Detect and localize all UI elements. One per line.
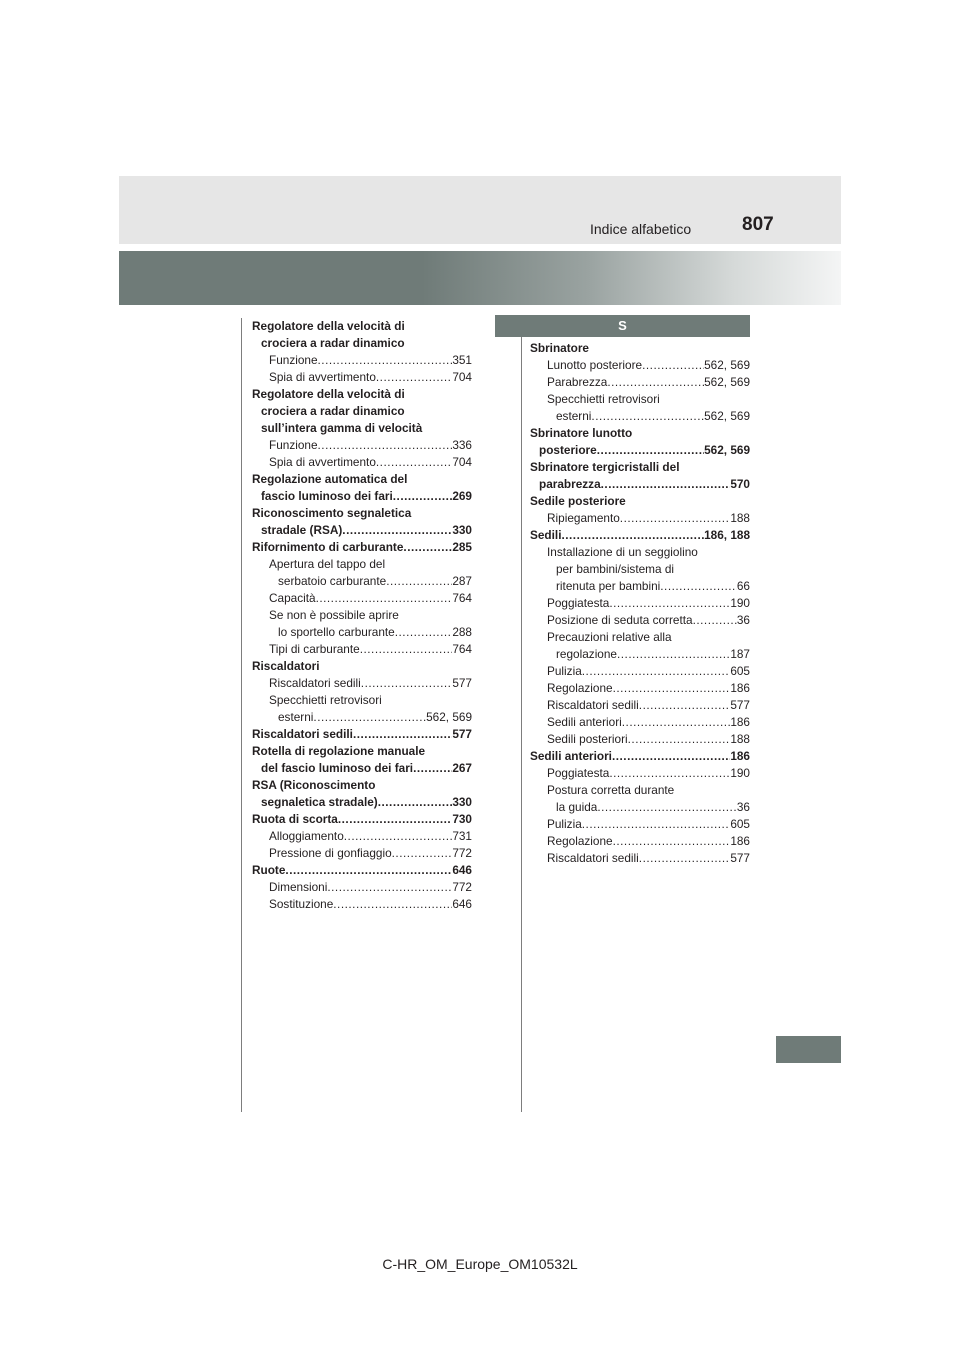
index-entry-page: 772 bbox=[452, 880, 472, 894]
dot-leader bbox=[597, 799, 737, 816]
dot-leader bbox=[639, 697, 731, 714]
index-entry-label: segnaletica stradale) bbox=[261, 795, 378, 809]
decorative-gradient-band bbox=[119, 251, 841, 305]
index-entry bbox=[252, 794, 472, 811]
index-entry-label: esterni bbox=[556, 409, 592, 423]
index-entry: Rotella di regolazione manuale bbox=[252, 744, 426, 758]
index-entry-page: 562, 569 bbox=[704, 443, 750, 457]
dot-leader bbox=[591, 408, 704, 425]
dot-leader bbox=[693, 612, 737, 629]
dot-leader bbox=[609, 595, 730, 612]
index-entry-page: 577 bbox=[730, 698, 750, 712]
index-entry-label: serbatoio carburante bbox=[278, 574, 387, 588]
index-entry bbox=[252, 590, 472, 607]
index-entry bbox=[530, 357, 750, 374]
index-entry-page: 267 bbox=[452, 761, 472, 775]
index-entry-page: 731 bbox=[452, 829, 472, 843]
dot-leader bbox=[612, 748, 730, 765]
index-entry-label: Lunotto posteriore bbox=[547, 358, 643, 372]
index-entry-page: 605 bbox=[730, 664, 750, 678]
index-entry bbox=[530, 850, 750, 867]
column-divider-middle bbox=[521, 318, 522, 1112]
index-entry-page: 562, 569 bbox=[704, 358, 750, 372]
index-entry-label: fascio luminoso dei fari bbox=[261, 489, 393, 503]
index-entry-label: Funzione bbox=[269, 438, 318, 452]
index-entry: Se non è possibile aprire bbox=[269, 608, 399, 622]
index-entry-page: 646 bbox=[452, 863, 472, 877]
index-entry-page: 187 bbox=[730, 647, 750, 661]
dot-leader bbox=[613, 833, 731, 850]
dot-leader bbox=[338, 811, 452, 828]
dot-leader bbox=[285, 862, 452, 879]
index-entry-label: Sedili anteriori bbox=[530, 749, 612, 763]
index-entry-page: 330 bbox=[452, 795, 472, 809]
index-entry bbox=[530, 816, 750, 833]
index-entry: Specchietti retrovisori bbox=[269, 693, 382, 707]
index-entry: Regolazione automatica del bbox=[252, 472, 408, 486]
dot-leader bbox=[344, 828, 453, 845]
header-band bbox=[119, 176, 841, 244]
column-divider-left bbox=[241, 318, 242, 1112]
index-entry bbox=[252, 573, 472, 590]
section-title: Indice alfabetico bbox=[590, 221, 692, 237]
index-entry-label: lo sportello carburante bbox=[278, 625, 395, 639]
document-code: C-HR_OM_Europe_OM10532L bbox=[382, 1256, 578, 1272]
index-entry-page: 36 bbox=[736, 613, 750, 627]
index-entry-label: Riscaldatori sedili bbox=[547, 851, 639, 865]
index-entry: Regolatore della velocità di bbox=[252, 387, 405, 401]
index-entry: Riconoscimento segnaletica bbox=[252, 506, 412, 520]
index-entry-page: 269 bbox=[452, 489, 472, 503]
index-entry bbox=[252, 845, 472, 862]
index-entry: per bambini/sistema di bbox=[556, 562, 675, 576]
index-entry-page: 562, 569 bbox=[426, 710, 472, 724]
index-entry-page: 186 bbox=[730, 749, 750, 763]
index-entry-label: Pulizia bbox=[547, 664, 582, 678]
index-entry-label: regolazione bbox=[556, 647, 617, 661]
index-entry-page: 288 bbox=[452, 625, 472, 639]
dot-leader bbox=[395, 624, 453, 641]
index-entry bbox=[252, 862, 472, 879]
index-entry bbox=[530, 527, 750, 544]
index-entry bbox=[530, 595, 750, 612]
index-entry-page: 330 bbox=[452, 523, 472, 537]
index-entry bbox=[530, 510, 750, 527]
dot-leader bbox=[622, 714, 731, 731]
index-entry bbox=[252, 675, 472, 692]
index-entry-label: Sostituzione bbox=[269, 897, 334, 911]
index-entry bbox=[252, 726, 472, 743]
index-entry-label: Capacità bbox=[269, 591, 316, 605]
index-entry-label: Ruote bbox=[252, 863, 286, 877]
index-entry-label: Parabrezza bbox=[547, 375, 608, 389]
index-entry-label: esterni bbox=[278, 710, 314, 724]
index-entry bbox=[252, 641, 472, 658]
index-entry bbox=[530, 476, 750, 493]
index-entry-page: 186 bbox=[730, 681, 750, 695]
index-entry: crociera a radar dinamico bbox=[261, 336, 405, 350]
index-entry bbox=[530, 612, 750, 629]
index-entry-page: 577 bbox=[730, 851, 750, 865]
index-entry-page: 188 bbox=[730, 511, 750, 525]
dot-leader bbox=[561, 527, 704, 544]
index-entry bbox=[252, 522, 472, 539]
index-entry-label: Pulizia bbox=[547, 817, 582, 831]
dot-leader bbox=[313, 709, 426, 726]
index-entry bbox=[530, 374, 750, 391]
index-entry-page: 764 bbox=[452, 591, 472, 605]
index-entry bbox=[530, 442, 750, 459]
dot-leader bbox=[316, 590, 453, 607]
index-entry-page: 336 bbox=[452, 438, 472, 452]
index-entry-label: Ripiegamento bbox=[547, 511, 620, 525]
index-entry-page: 190 bbox=[730, 596, 750, 610]
index-entry-label: Riscaldatori sedili bbox=[252, 727, 353, 741]
dot-leader bbox=[318, 352, 453, 369]
index-entry-page: 764 bbox=[452, 642, 472, 656]
index-entry-page: 36 bbox=[736, 800, 750, 814]
index-entry bbox=[530, 799, 750, 816]
dot-leader bbox=[607, 374, 704, 391]
index-entry-page: 66 bbox=[736, 579, 750, 593]
dot-leader bbox=[613, 680, 731, 697]
index-entry-label: Funzione bbox=[269, 353, 318, 367]
dot-leader bbox=[393, 488, 453, 505]
dot-leader bbox=[318, 437, 453, 454]
index-entry bbox=[530, 748, 750, 765]
dot-leader bbox=[413, 760, 452, 777]
index-entry-page: 772 bbox=[452, 846, 472, 860]
dot-leader bbox=[360, 641, 453, 658]
dot-leader bbox=[609, 765, 730, 782]
dot-leader bbox=[660, 578, 737, 595]
index-entry bbox=[252, 624, 472, 641]
index-entry bbox=[252, 760, 472, 777]
index-entry-label: Rifornimento di carburante bbox=[252, 540, 404, 554]
index-entry: Riscaldatori bbox=[252, 659, 320, 673]
index-entry-label: Spia di avvertimento bbox=[269, 370, 376, 384]
index-entry-page: 704 bbox=[452, 370, 472, 384]
dot-leader bbox=[620, 510, 731, 527]
dot-leader bbox=[327, 879, 452, 896]
index-entry bbox=[530, 646, 750, 663]
dot-leader bbox=[333, 896, 452, 913]
index-entry-page: 704 bbox=[452, 455, 472, 469]
index-entry-page: 730 bbox=[452, 812, 472, 826]
index-entry bbox=[530, 731, 750, 748]
index-entry bbox=[252, 539, 472, 556]
index-entry-page: 190 bbox=[730, 766, 750, 780]
index-entry: Apertura del tappo del bbox=[269, 557, 386, 571]
index-entry-label: la guida bbox=[556, 800, 598, 814]
index-column-right bbox=[530, 340, 750, 867]
index-entry-label: Sedili posteriori bbox=[547, 732, 628, 746]
dot-leader bbox=[342, 522, 452, 539]
index-entry: Sedile posteriore bbox=[530, 494, 626, 508]
index-entry: Sbrinatore bbox=[530, 341, 589, 355]
index-entry-page: 285 bbox=[452, 540, 472, 554]
index-entry-label: Sedili anteriori bbox=[547, 715, 622, 729]
index-entry: Postura corretta durante bbox=[547, 783, 675, 797]
index-entry-page: 646 bbox=[452, 897, 472, 911]
page-number: 807 bbox=[742, 214, 774, 235]
index-entry: crociera a radar dinamico bbox=[261, 404, 405, 418]
index-entry: Specchietti retrovisori bbox=[547, 392, 660, 406]
index-entry bbox=[530, 663, 750, 680]
index-entry bbox=[530, 578, 750, 595]
chapter-tab-marker bbox=[776, 1036, 841, 1063]
dot-leader bbox=[601, 476, 731, 493]
index-entry-label: ritenuta per bambini bbox=[556, 579, 661, 593]
index-entry bbox=[530, 408, 750, 425]
index-entry-page: 577 bbox=[452, 727, 472, 741]
index-entry bbox=[252, 437, 472, 454]
index-entry-label: del fascio luminoso dei fari bbox=[261, 761, 414, 775]
index-entry bbox=[530, 833, 750, 850]
index-entry: Installazione di un seggiolino bbox=[547, 545, 698, 559]
index-entry-label: Ruota di scorta bbox=[252, 812, 338, 826]
index-entry-label: Alloggiamento bbox=[269, 829, 344, 843]
index-entry bbox=[530, 697, 750, 714]
index-entry: RSA (Riconoscimento bbox=[252, 778, 376, 792]
index-entry-label: Pressione di gonfiaggio bbox=[269, 846, 392, 860]
index-entry-label: Tipi di carburante bbox=[269, 642, 360, 656]
index-entry: Precauzioni relative alla bbox=[547, 630, 672, 644]
section-letter-header: S bbox=[495, 315, 750, 337]
index-entry-page: 562, 569 bbox=[704, 409, 750, 423]
index-entry bbox=[252, 811, 472, 828]
index-entry-label: stradale (RSA) bbox=[261, 523, 343, 537]
dot-leader bbox=[376, 454, 452, 471]
index-entry: Regolatore della velocità di bbox=[252, 319, 405, 333]
index-entry bbox=[252, 828, 472, 845]
index-entry-page: 186, 188 bbox=[704, 528, 750, 542]
index-entry-page: 186 bbox=[730, 715, 750, 729]
dot-leader bbox=[582, 816, 731, 833]
index-entry-label: Riscaldatori sedili bbox=[547, 698, 639, 712]
dot-leader bbox=[639, 850, 731, 867]
dot-leader bbox=[628, 731, 731, 748]
index-entry-label: Riscaldatori sedili bbox=[269, 676, 361, 690]
index-entry-label: Regolazione bbox=[547, 834, 613, 848]
index-entry-label: Dimensioni bbox=[269, 880, 328, 894]
dot-leader bbox=[597, 442, 704, 459]
index-entry: sull’intera gamma di velocità bbox=[261, 421, 423, 435]
index-entry-label: posteriore bbox=[539, 443, 597, 457]
dot-leader bbox=[392, 845, 453, 862]
dot-leader bbox=[378, 794, 453, 811]
index-entry-label: Posizione di seduta corretta bbox=[547, 613, 693, 627]
index-entry bbox=[252, 879, 472, 896]
index-entry: Sbrinatore tergicristalli del bbox=[530, 460, 680, 474]
index-entry-page: 570 bbox=[730, 477, 750, 491]
index-entry bbox=[252, 454, 472, 471]
index-entry bbox=[252, 896, 472, 913]
index-column-left bbox=[252, 318, 472, 913]
dot-leader bbox=[403, 539, 452, 556]
index-entry bbox=[252, 488, 472, 505]
index-entry bbox=[530, 765, 750, 782]
index-entry bbox=[252, 709, 472, 726]
index-entry-page: 188 bbox=[730, 732, 750, 746]
index-entry-label: Poggiatesta bbox=[547, 596, 610, 610]
index-entry-page: 351 bbox=[452, 353, 472, 367]
index-entry bbox=[252, 369, 472, 386]
index-entry bbox=[252, 352, 472, 369]
index-entry-page: 577 bbox=[452, 676, 472, 690]
index-entry-label: Spia di avvertimento bbox=[269, 455, 376, 469]
dot-leader bbox=[376, 369, 452, 386]
index-entry bbox=[530, 714, 750, 731]
index-entry-page: 186 bbox=[730, 834, 750, 848]
index-entry-page: 562, 569 bbox=[704, 375, 750, 389]
index-entry: Sbrinatore lunotto bbox=[530, 426, 633, 440]
index-entry-page: 605 bbox=[730, 817, 750, 831]
index-entry-page: 287 bbox=[452, 574, 472, 588]
dot-leader bbox=[386, 573, 452, 590]
index-entry-label: Regolazione bbox=[547, 681, 613, 695]
dot-leader bbox=[353, 726, 452, 743]
index-entry-label: parabrezza bbox=[539, 477, 601, 491]
index-entry bbox=[530, 680, 750, 697]
index-entry-label: Poggiatesta bbox=[547, 766, 610, 780]
dot-leader bbox=[642, 357, 704, 374]
index-entry-label: Sedili bbox=[530, 528, 562, 542]
dot-leader bbox=[582, 663, 731, 680]
dot-leader bbox=[617, 646, 730, 663]
dot-leader bbox=[361, 675, 453, 692]
